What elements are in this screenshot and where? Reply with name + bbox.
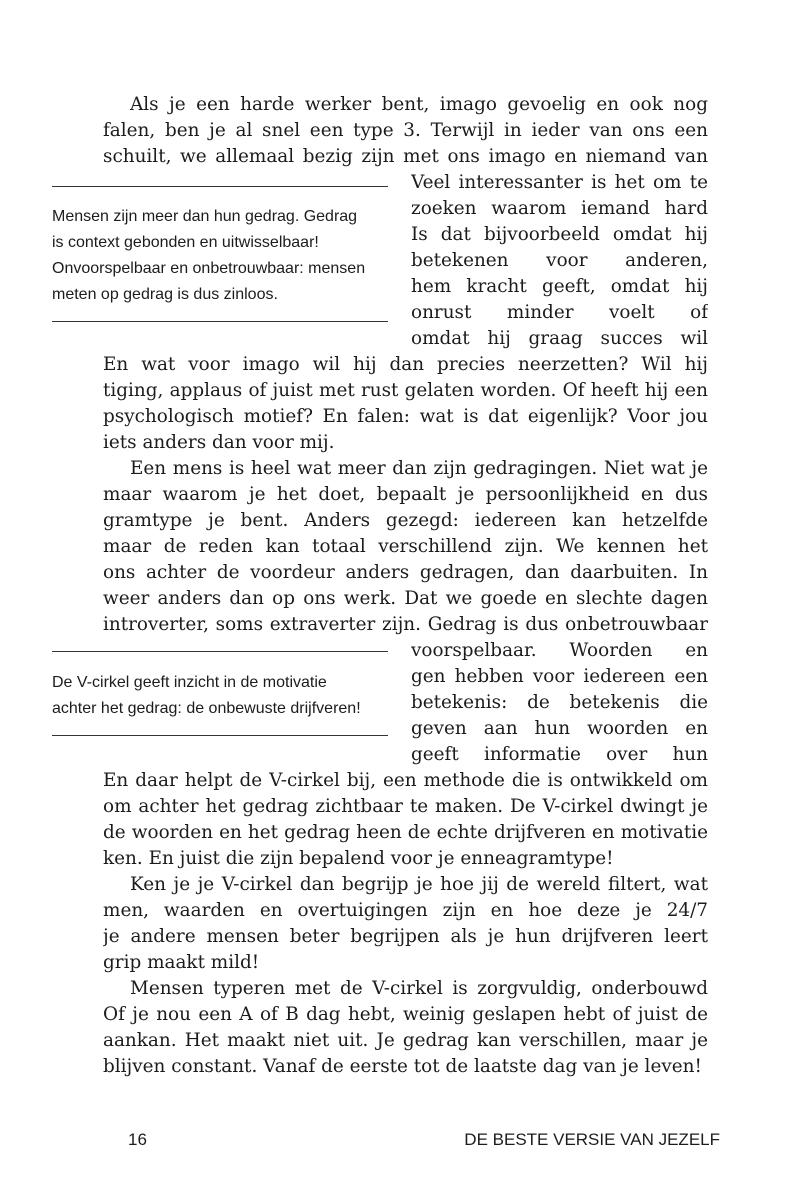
pull-quote-top-rule: [52, 186, 388, 187]
body-line: grip maakt mild!: [103, 952, 260, 973]
body-line: aankan. Het maakt niet uit. Je gedrag kan verschillen, maar je: [103, 1030, 708, 1051]
body-line: Of je nou een A of B dag hebt, weinig geslapen hebt of juist de: [103, 1004, 708, 1025]
body-line: betekenen voor anderen,: [411, 250, 708, 271]
body-line: de woorden en het gedrag heen de echte drijfveren en motivatie: [103, 822, 708, 843]
body-line: Veel interessanter is het om te: [411, 172, 708, 193]
body-line: hem kracht geeft, omdat hij: [411, 276, 708, 297]
body-line: iets anders dan voor mij.: [103, 432, 335, 453]
body-line: ken. En juist die zijn bepalend voor je enneagramtype!: [103, 848, 614, 869]
pull-quote-line: Mensen zijn meer dan hun gedrag. Gedrag: [52, 208, 358, 225]
body-line: En daar helpt de V-cirkel bij, een methode die is ontwikkeld om: [103, 770, 708, 791]
pull-quote-bottom-rule: [52, 321, 388, 322]
body-line: psychologisch motief? En falen: wat is dat eigenlijk? Voor jou: [103, 406, 708, 427]
body-line: geven aan hun woorden en: [411, 718, 708, 739]
body-line: maar de reden kan totaal verschillend zijn. We kennen het: [103, 536, 708, 557]
body-line: weer anders dan op ons werk. Dat we goede en slechte dagen: [103, 588, 708, 609]
running-title: DE BESTE VERSIE VAN JEZELF: [464, 1130, 720, 1149]
body-line: voorspelbaar. Woorden en: [411, 640, 708, 661]
body-line: introverter, soms extraverter zijn. Gedrag is dus onbetrouwbaar: [103, 614, 708, 635]
body-line: men, waarden en overtuigingen zijn en hoe deze je 24/7: [103, 900, 708, 921]
body-line: Een mens is heel wat meer dan zijn gedragingen. Niet wat je: [130, 458, 708, 479]
body-line: En wat voor imago wil hij dan precies neerzetten? Wil hij: [103, 354, 708, 375]
body-line: Is dat bijvoorbeeld omdat hij: [411, 224, 708, 245]
pull-quote-line: De V-cirkel geeft inzicht in de motivatie: [52, 674, 327, 691]
body-line: Ken je je V-cirkel dan begrijp je hoe jij de wereld filtert, wat: [130, 874, 708, 895]
body-line: schuilt, we allemaal bezig zijn met ons imago en niemand van: [103, 146, 708, 167]
pull-quote-line: Onvoorspelbaar en onbetrouwbaar: mensen: [52, 260, 366, 277]
body-line: gramtype je bent. Anders gezegd: iedereen kan hetzelfde: [103, 510, 708, 531]
page-number: 16: [128, 1130, 147, 1149]
body-line: geeft informatie over hun: [411, 744, 708, 765]
body-line: maar waarom je het doet, bepaalt je persoonlijkheid en dus: [103, 484, 708, 505]
body-line: blijven constant. Vanaf de eerste tot de laatste dag van je leven!: [103, 1056, 702, 1077]
pull-quote-line: meten op gedrag is dus zinloos.: [52, 286, 278, 303]
pull-quote-line: is context gebonden en uitwisselbaar!: [52, 234, 319, 251]
pull-quote-line: achter het gedrag: de onbewuste drijfveren!: [52, 700, 361, 717]
body-line: je andere mensen beter begrijpen als je hun drijfveren leert: [103, 926, 708, 947]
pull-quote-top-rule: [52, 651, 388, 652]
body-line: Als je een harde werker bent, imago gevoelig en ook nog: [130, 94, 708, 115]
body-line: onrust minder voelt of: [411, 302, 708, 323]
body-line: betekenis: de betekenis die: [411, 692, 708, 713]
body-line: falen, ben je al snel een type 3. Terwijl in ieder van ons een: [103, 120, 708, 141]
body-line: om achter het gedrag zichtbaar te maken. De V-cirkel dwingt je: [103, 796, 708, 817]
body-line: Mensen typeren met de V-cirkel is zorgvuldig, onderbouwd: [130, 978, 708, 999]
body-line: ons achter de voordeur anders gedragen, dan daarbuiten. In: [103, 562, 708, 583]
body-line: tiging, applaus of juist met rust gelaten worden. Of heeft hij een: [103, 380, 708, 401]
body-line: gen hebben voor iedereen een: [411, 666, 708, 687]
pull-quote-bottom-rule: [52, 735, 388, 736]
body-line: omdat hij graag succes wil: [411, 328, 708, 349]
body-line: zoeken waarom iemand hard: [411, 198, 708, 219]
